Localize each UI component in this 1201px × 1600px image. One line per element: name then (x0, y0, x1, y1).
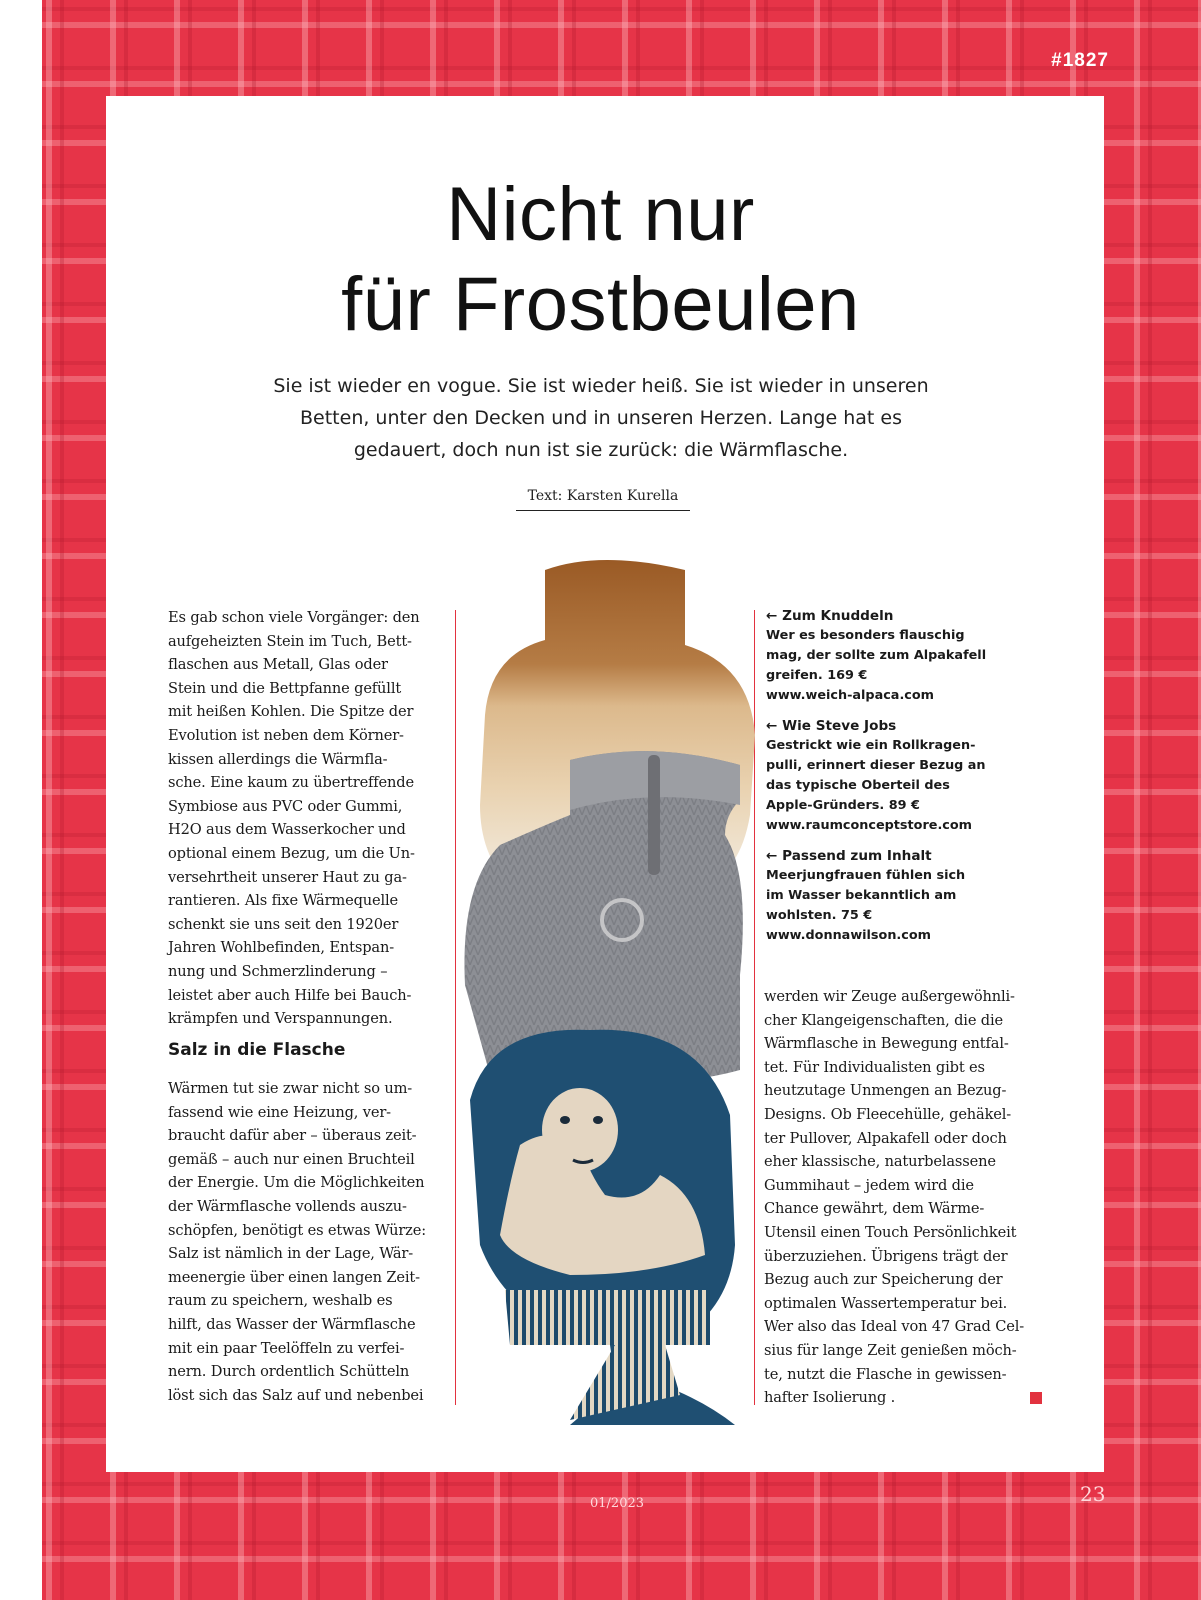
body-line: der Energie. Um die Möglichkeiten (168, 1174, 425, 1192)
article-end-mark (1030, 1392, 1042, 1404)
body-line: Symbiose aus PVC oder Gummi, (168, 797, 403, 815)
title-line-1: Nicht nur (446, 172, 755, 257)
caption-line: Apple-Gründers. 89 € (766, 798, 920, 813)
body-line: nung und Schmerzlinderung – (168, 962, 388, 980)
issue-number: #1827 (1051, 50, 1109, 71)
caption-line: mag, der sollte zum Alpakafell (766, 648, 987, 663)
body-line: sche. Eine kaum zu übertreffende (168, 774, 414, 792)
caption-url: www.weich-alpaca.com (766, 688, 935, 703)
body-line: hafter Isolierung . (764, 1389, 896, 1407)
section-subheading: Salz in die Flasche (168, 1040, 346, 1060)
body-line: nern. Durch ordentlich Schütteln (168, 1363, 410, 1381)
body-line: werden wir Zeuge außergewöhnli- (764, 988, 1015, 1005)
byline: Text: Karsten Kurella (516, 488, 690, 511)
body-line: cher Klangeigenschaften, die die (764, 1011, 1003, 1029)
body-line: Chance gewährt, dem Wärme- (764, 1200, 985, 1218)
body-line: ter Pullover, Alpakafell oder doch (764, 1129, 1007, 1147)
body-line: H2O aus dem Wasserkocher und (168, 821, 406, 839)
caption-heading: ← Wie Steve Jobs (766, 718, 897, 734)
body-line: Designs. Ob Fleecehülle, gehäkel- (764, 1105, 1012, 1123)
body-line: Wärmflasche in Bewegung entfal- (764, 1035, 1009, 1053)
caption-line: das typische Oberteil des (766, 778, 950, 793)
caption-heading: ← Zum Knuddeln (766, 608, 894, 624)
body-line: überzuziehen. Übrigens trägt der (764, 1247, 1008, 1265)
caption-line: Meerjungfrauen fühlen sich (766, 868, 966, 883)
body-line: optional einem Bezug, um die Un- (168, 844, 415, 862)
body-line: mit ein paar Teelöffeln zu verfei- (168, 1339, 405, 1357)
body-line: Wer also das Ideal von 47 Grad Cel- (764, 1318, 1025, 1336)
body-line: kissen allerdings die Wärmfla- (168, 750, 388, 768)
body-line: hilft, das Wasser der Wärmflasche (168, 1315, 416, 1333)
body-column-left (168, 606, 420, 1031)
caption-line: Wer es besonders flauschig (766, 628, 965, 643)
body-line: aufgeheizten Stein im Tuch, Bett- (168, 632, 412, 650)
body-line: Es gab schon viele Vorgänger: den (168, 609, 420, 626)
body-line: Jahren Wohlbefinden, Entspan- (168, 939, 394, 957)
body-line: Salz ist nämlich in der Lage, Wär- (168, 1245, 414, 1263)
body-line: krämpfen und Verspannungen. (168, 1010, 393, 1028)
body-line: löst sich das Salz auf und nebenbei (168, 1386, 424, 1404)
hot-water-bottles-photo (450, 555, 770, 1425)
body-line: tet. Für Individualisten gibt es (764, 1058, 985, 1076)
body-line: schenkt sie uns seit den 1920er (168, 915, 399, 933)
caption-line: wohlsten. 75 € (766, 908, 873, 923)
body-line: versehrtheit unserer Haut zu ga- (168, 868, 407, 886)
body-column-left-continued (168, 1077, 426, 1407)
body-column-right (764, 985, 1024, 1410)
caption-line: pulli, erinnert dieser Bezug an (766, 758, 986, 773)
body-line: mit heißen Kohlen. Die Spitze der (168, 703, 414, 721)
body-line: Stein und die Bettpfanne gefüllt (168, 679, 402, 697)
lead-line: Sie ist wieder en vogue. Sie ist wieder heiß. Sie ist wieder in unseren (273, 375, 929, 397)
body-line: Gummihaut – jedem wird die (764, 1176, 974, 1194)
body-line: Utensil einen Touch Persönlichkeit (764, 1223, 1017, 1241)
caption-url: www.raumconceptstore.com (766, 818, 973, 833)
body-line: sius für lange Zeit genießen möch- (764, 1341, 1017, 1359)
article-title (0, 170, 1201, 350)
body-line: optimalen Wassertemperatur bei. (764, 1294, 1008, 1312)
body-line: eher klassische, naturbelassene (764, 1153, 996, 1171)
body-line: Wärmen tut sie zwar nicht so um- (168, 1080, 413, 1097)
body-line: te, nutzt die Flasche in gewissen- (764, 1365, 1007, 1383)
product-caption-mermaid (766, 846, 965, 946)
caption-line: greifen. 169 € (766, 668, 868, 683)
caption-line: Gestrickt wie ein Rollkragen- (766, 738, 976, 753)
body-line: raum zu speichern, weshalb es (168, 1292, 393, 1310)
body-line: rantieren. Als fixe Wärmequelle (168, 892, 399, 910)
mermaid-bottle (470, 1030, 735, 1425)
product-caption-alpaca (766, 606, 986, 706)
lead-paragraph (246, 370, 956, 466)
body-line: Bezug auch zur Speicherung der (764, 1271, 1003, 1289)
body-line: gemäß – auch nur einen Bruchteil (168, 1150, 415, 1168)
body-line: braucht dafür aber – überaus zeit- (168, 1127, 417, 1145)
caption-heading: ← Passend zum Inhalt (766, 848, 932, 864)
body-line: leistet aber auch Hilfe bei Bauch- (168, 986, 412, 1004)
page-number: 23 (1080, 1482, 1106, 1506)
body-line: der Wärmflasche vollends auszu- (168, 1197, 407, 1215)
body-line: schöpfen, benötigt es etwas Würze: (168, 1221, 426, 1239)
caption-url: www.donnawilson.com (766, 928, 932, 943)
footer-issue-date: 01/2023 (590, 1496, 645, 1511)
body-line: fassend wie eine Heizung, ver- (168, 1103, 391, 1121)
product-caption-knit (766, 716, 986, 836)
body-line: flaschen aus Metall, Glas oder (168, 656, 388, 674)
lead-line: gedauert, doch nun ist sie zurück: die Wärmflasche. (353, 439, 849, 461)
body-line: Evolution ist neben dem Körner- (168, 726, 404, 744)
body-line: meenergie über einen langen Zeit- (168, 1268, 420, 1286)
caption-line: im Wasser bekanntlich am (766, 888, 957, 903)
lead-line: Betten, unter den Decken und in unseren Herzen. Lange hat es (300, 407, 902, 429)
title-line-2: für Frostbeulen (341, 262, 860, 347)
body-line: heutzutage Unmengen an Bezug- (764, 1082, 1007, 1100)
